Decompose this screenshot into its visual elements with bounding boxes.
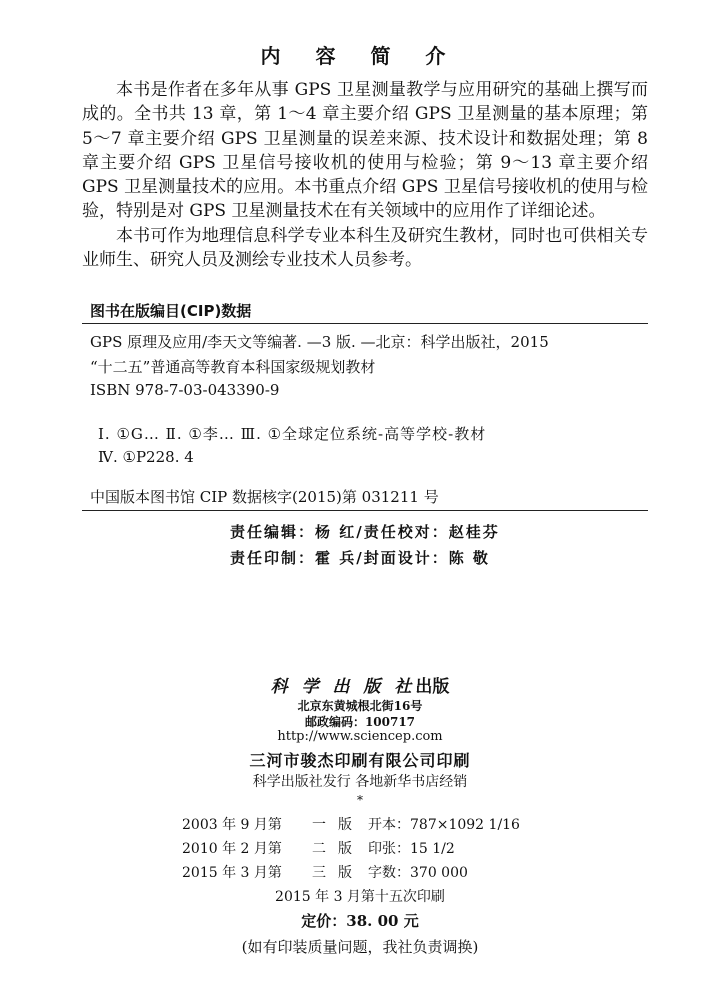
page-title: 内 容 简 介 xyxy=(260,44,460,68)
cip-approval-number: 中国版本图书馆 CIP 数据核字(2015)第 031211 号 xyxy=(90,488,439,506)
publisher-suffix: 出版 xyxy=(415,677,450,697)
edition-spec: 开本：787×1092 1/16 xyxy=(368,817,520,833)
edition-spec: 字数：370 000 xyxy=(368,865,468,881)
edition-date: 2003 年 9 月第 xyxy=(182,817,282,833)
printing-line: 2015 年 3 月第十五次印刷 xyxy=(275,889,445,905)
publisher-logo: 科 学 出 版 社 xyxy=(270,677,416,697)
edition-kind: 版 xyxy=(338,841,352,857)
edition-kind: 版 xyxy=(338,817,352,833)
intro-paragraph-2: 本书可作为地理信息科学专业本科生及研究生教材，同时也可供相关专业师生、研究人员及测绘专业技术人员参考。 xyxy=(82,225,648,271)
cip-catalog-line: GPS 原理及应用/李天文等编著. —3 版. —北京：科学出版社，2015 xyxy=(90,333,549,351)
publisher-line xyxy=(0,672,720,697)
edition-spec: 印张：15 1/2 xyxy=(368,841,455,857)
intro-paragraph-1: 本书是作者在多年从事 GPS 卫星测量教学与应用研究的基础上撰写而成的。全书共 13 章，第 1～4 章主要介绍 GPS 卫星测量的基本原理；第 5～7 章主要介绍 GPS 卫星测量的误差来源、技术设计和数据处理；第 8 章主要介绍 GPS 卫星信号接收机的使用与检验；第 9～13 章主要介绍 GPS 卫星测量技术的应用。本书重点介绍 GPS 卫星信号接收机的使用与检验，特别是对 GPS 卫星测量技术在有关领域中的应用作了详细论述。 xyxy=(82,80,648,222)
printer-line: 三河市骏杰印刷有限公司印刷 xyxy=(249,751,471,770)
quality-note: (如有印装质量问题，我社负责调换) xyxy=(241,938,479,956)
edition-ordinal: 三 xyxy=(312,865,326,881)
edition-row xyxy=(182,862,468,882)
cip-isbn: ISBN 978-7-03-043390-9 xyxy=(90,381,280,399)
edition-kind: 版 xyxy=(338,865,352,881)
price: 定价：38. 00 元 xyxy=(301,912,419,930)
edition-date: 2015 年 3 月第 xyxy=(182,865,282,881)
edition-ordinal: 二 xyxy=(312,841,326,857)
edition-ordinal: 一 xyxy=(312,817,326,833)
cip-bottom-divider xyxy=(82,510,648,511)
edition-row xyxy=(182,814,520,834)
distribution-line: 科学出版社发行 各地新华书店经销 xyxy=(252,774,468,790)
cip-classification-2: Ⅳ. ①P228. 4 xyxy=(98,448,194,466)
edition-row xyxy=(182,838,455,858)
staff-production: 责任印制：霍 兵/封面设计：陈 敬 xyxy=(230,549,490,567)
cip-top-divider xyxy=(82,323,648,324)
publisher-postcode: 邮政编码：100717 xyxy=(304,715,416,729)
cip-heading: 图书在版编目(CIP)数据 xyxy=(90,302,252,320)
publisher-url: http://www.sciencep.com xyxy=(277,729,443,744)
edition-date: 2010 年 2 月第 xyxy=(182,841,282,857)
publisher-address: 北京东黄城根北街16号 xyxy=(297,699,423,713)
separator-asterisk: * xyxy=(357,793,363,807)
cip-series-line: “十二五”普通高等教育本科国家级规划教材 xyxy=(90,358,376,376)
cip-classification-1: Ⅰ. ①G… Ⅱ. ①李… Ⅲ. ①全球定位系统-高等学校-教材 xyxy=(98,425,487,443)
staff-editors: 责任编辑：杨 红/责任校对：赵桂芬 xyxy=(230,523,500,541)
intro-section xyxy=(82,78,648,272)
